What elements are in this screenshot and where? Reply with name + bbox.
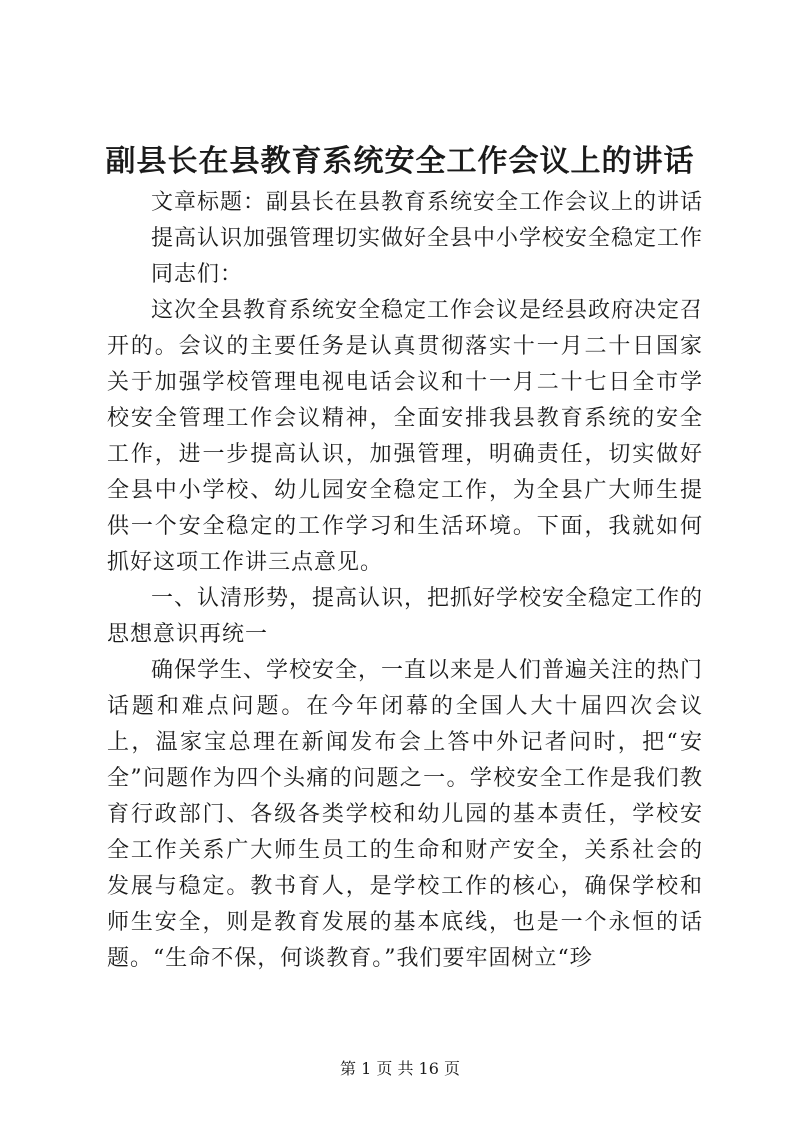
paragraph-salutation: 同志们： — [151, 262, 244, 287]
paragraph-article-title: 文章标题：副县长在县教育系统安全工作会议上的讲话 — [151, 190, 704, 215]
paragraph-subtitle: 提高认识加强管理切实做好全县中小学校安全稳定工作 — [151, 226, 704, 251]
document-body — [107, 185, 703, 977]
document-title: 副县长在县教育系统安全工作会议上的讲话 — [105, 144, 695, 179]
paragraph-intro: 这次全县教育系统安全稳定工作会议是经县政府决定召开的。会议的主要任务是认真贯彻落实十一月二十日国家关于加强学校管理电视电话会议和十一月二十七日全市学校安全管理工作会议精神，全面安排我县教育系统的安全工作，进一步提高认识，加强管理，明确责任，切实做好全县中小学校、幼儿园安全稳定工作，为全县广大师生提供一个安全稳定的工作学习和生活环境。下面，我就如何抓好这项工作讲三点意见。 — [107, 298, 704, 575]
paragraph-section-heading: 一、认清形势，提高认识，把抓好学校安全稳定工作的思想意识再统一 — [107, 586, 704, 647]
page-number-footer: 第 1 页 共 16 页 — [340, 1059, 460, 1078]
paragraph-body: 确保学生、学校安全，一直以来是人们普遍关注的热门话题和难点问题。在今年闭幕的全国人大十届四次会议上，温家宝总理在新闻发布会上答中外记者问时，把“安全”问题作为四个头痛的问题之一。学校安全工作是我们教育行政部门、各级各类学校和幼儿园的基本责任，学校安全工作关系广大师生员工的生命和财产安全，关系社会的发展与稳定。教书育人，是学校工作的核心，确保学校和师生安全，则是教育发展的基本底线，也是一个永恒的话题。“生命不保，何谈教育。”我们要牢固树立“珍 — [107, 658, 704, 971]
